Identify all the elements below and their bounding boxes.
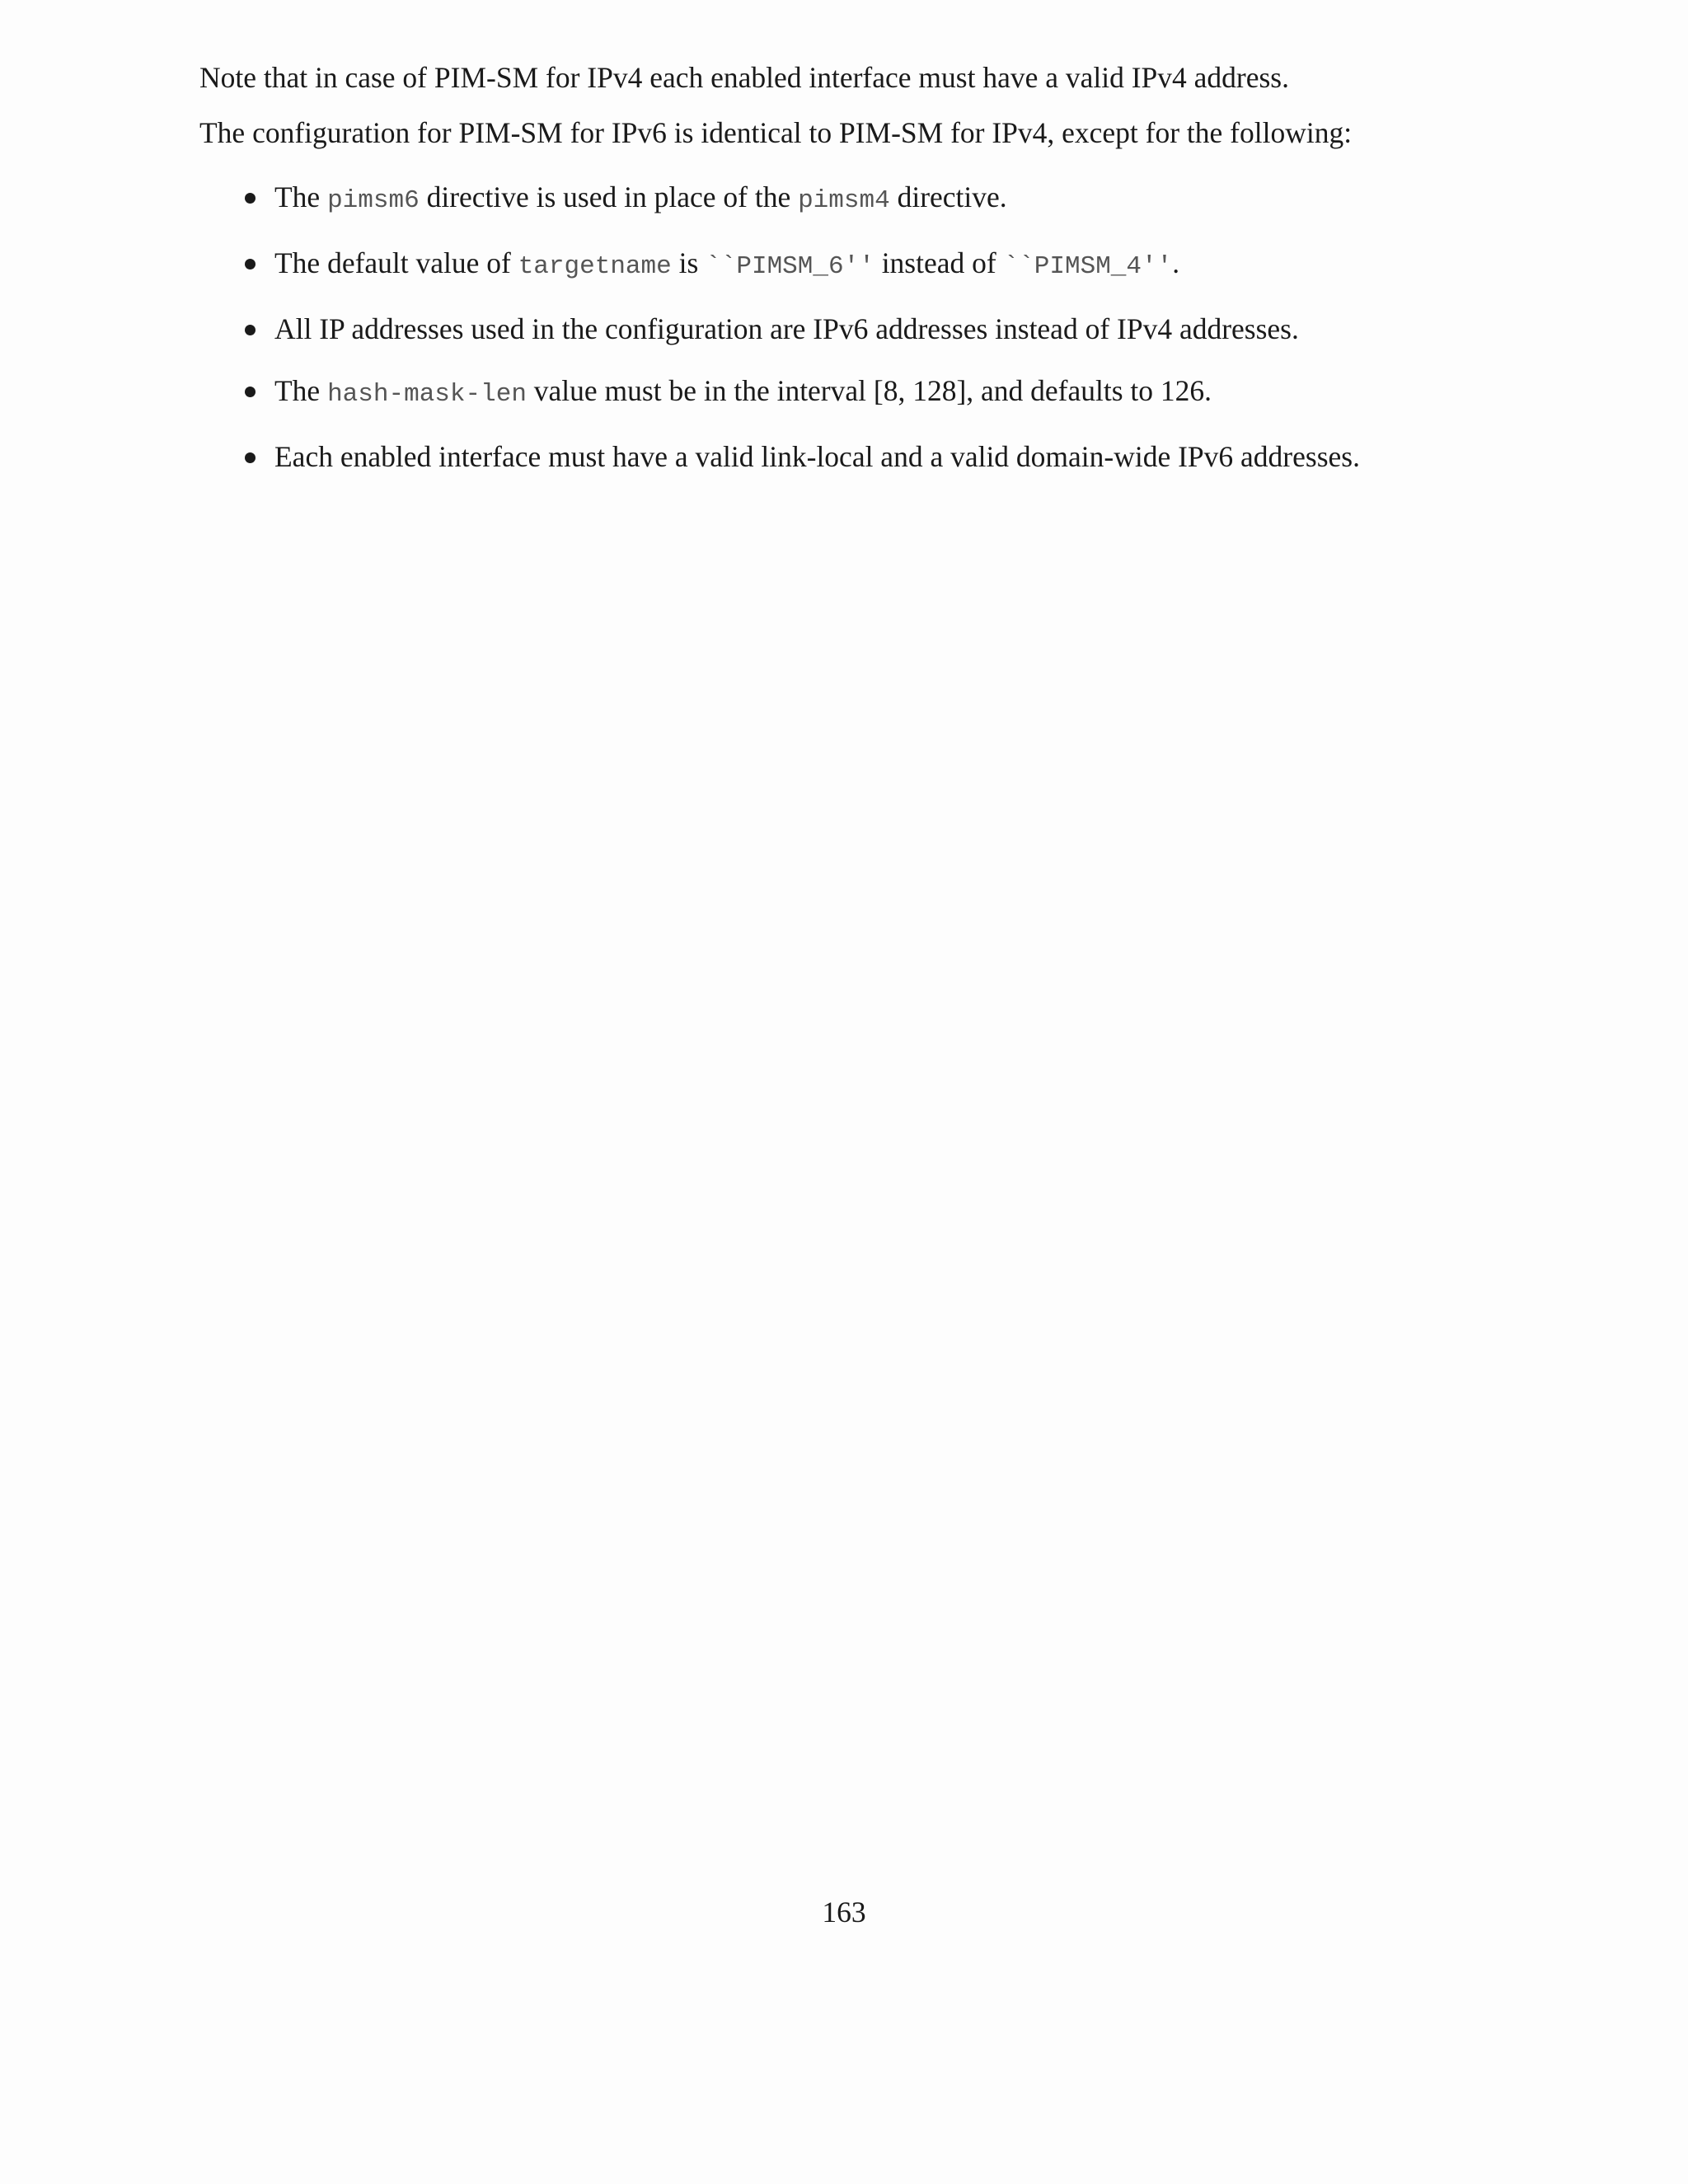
list-item-ip-addresses bbox=[199, 309, 1485, 349]
code-pimsm6: pimsm6 bbox=[327, 186, 420, 215]
list-item-hash-mask-len bbox=[199, 371, 1485, 415]
code-pimsm-4: ``PIMSM_4'' bbox=[1003, 252, 1173, 281]
list-item-interface-addresses bbox=[199, 437, 1485, 476]
text: value must be in the interval [8, 128], and defaults to 126. bbox=[526, 374, 1212, 407]
text: The bbox=[274, 180, 328, 213]
code-targetname: targetname bbox=[518, 252, 672, 281]
code-pimsm-6: ``PIMSM_6'' bbox=[706, 252, 874, 281]
page-number: 163 bbox=[822, 1896, 866, 1929]
code-pimsm4: pimsm4 bbox=[798, 186, 890, 215]
text: is bbox=[671, 246, 706, 279]
text: . bbox=[1172, 246, 1180, 279]
text: All IP addresses used in the configuration are IPv6 addresses instead of IPv4 addresses. bbox=[274, 312, 1299, 345]
bullet-icon bbox=[245, 452, 256, 463]
text: instead of bbox=[874, 246, 1004, 279]
text: directive. bbox=[889, 180, 1007, 213]
list-item-targetname bbox=[199, 243, 1485, 287]
code-hash-mask-len: hash-mask-len bbox=[327, 380, 527, 409]
list-item-directive bbox=[199, 177, 1485, 221]
paragraph-ipv6-intro: The configuration for PIM-SM for IPv6 is identical to PIM-SM for IPv4, except for the following: bbox=[199, 116, 1353, 149]
differences-list bbox=[199, 177, 1485, 476]
bullet-icon bbox=[245, 259, 256, 269]
text: The default value of bbox=[274, 246, 518, 279]
paragraph-ipv4-note: Note that in case of PIM-SM for IPv4 each enabled interface must have a valid IPv4 address. bbox=[199, 61, 1289, 94]
bullet-icon bbox=[245, 193, 256, 204]
text: The bbox=[274, 374, 328, 407]
page-body bbox=[199, 58, 1485, 499]
text: directive is used in place of the bbox=[419, 180, 799, 213]
bullet-icon bbox=[245, 325, 256, 335]
bullet-icon bbox=[245, 387, 256, 397]
text: Each enabled interface must have a valid link-local and a valid domain-wide IPv6 addresses. bbox=[274, 440, 1360, 473]
